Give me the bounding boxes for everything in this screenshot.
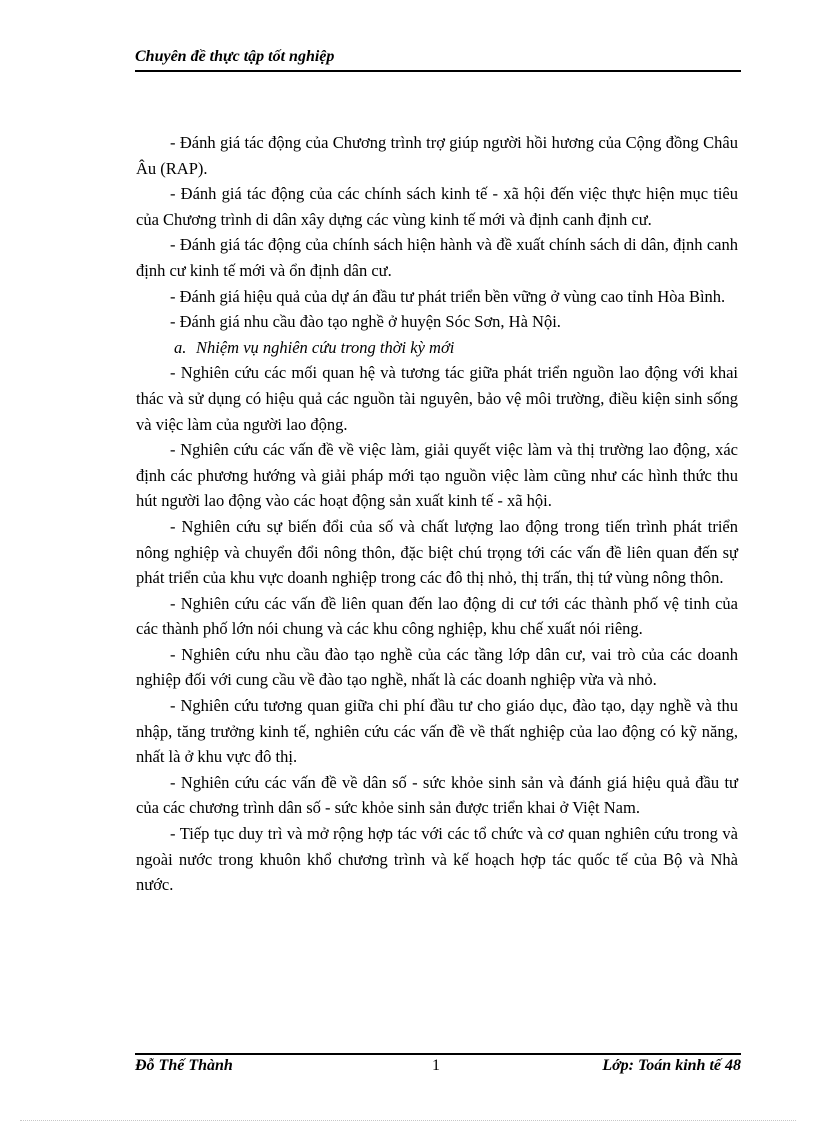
paragraph: - Đánh giá tác động của Chương trình trợ giúp người hồi hương của Cộng đồng Châu Âu (RAP). bbox=[136, 133, 738, 178]
paragraph: - Đánh giá hiệu quả của dự án đầu tư phát triển bền vững ở vùng cao tỉnh Hòa Bình. bbox=[170, 286, 726, 306]
paragraph: - Đánh giá tác động của các chính sách kinh tế - xã hội đến việc thực hiện mục tiêu của Chương trình di dân xây dựng các vùng kinh tế mới và định canh định cư. bbox=[136, 184, 738, 229]
paragraph: - Nghiên cứu các vấn đề về dân số - sức khỏe sinh sản và đánh giá hiệu quả đầu tư của các chương trình dân số - sức khỏe sinh sản được triển khai ở Việt Nam. bbox=[136, 772, 738, 818]
section-heading bbox=[136, 335, 738, 361]
paragraph: - Nghiên cứu nhu cầu đào tạo nghề của các tầng lớp dân cư, vai trò của các doanh nghiệp đối với cung cầu về đào tạo nghề, nhất là các doanh nghiệp vừa và nhỏ. bbox=[136, 644, 738, 690]
paragraph: - Tiếp tục duy trì và mở rộng hợp tác với các tổ chức và cơ quan nghiên cứu trong và ngoài nước trong khuôn khổ chương trình và kế hoạch hợp tác quốc tế của Bộ và Nhà nước. bbox=[136, 824, 738, 895]
running-header: Chuyên đề thực tập tốt nghiệp bbox=[135, 48, 335, 65]
footer-author: Đỗ Thế Thành bbox=[135, 1057, 233, 1074]
paragraph: - Nghiên cứu các vấn đề về việc làm, giải quyết việc làm và thị trường lao động, xác định các phương hướng và giải pháp mới tạo nguồn việc làm cũng như các hình thức thu hút người lao động vào các hoạt động sản xuất kinh tế - xã hội. bbox=[136, 440, 738, 511]
paragraph: - Nghiên cứu các mối quan hệ và tương tác giữa phát triển nguồn lao động với khai thác và sử dụng có hiệu quả các nguồn tài nguyên, bảo vệ môi trường, điều kiện sinh sống và việc làm của người lao động. bbox=[136, 363, 738, 434]
page-bottom-border bbox=[20, 1120, 796, 1121]
header-rule bbox=[135, 70, 741, 72]
paragraph: - Nghiên cứu sự biến đổi của số và chất lượng lao động trong tiến trình phát triển nông nghiệp và chuyển đổi nông thôn, đặc biệt chú trọng tới các vấn đề liên quan đến sự phát triển của khu vực doanh nghiệp trong các đô thị nhỏ, thị trấn, thị tứ vùng nông thôn. bbox=[136, 516, 738, 588]
footer-class: Lớp: Toán kinh tế 48 bbox=[602, 1057, 741, 1074]
section-heading-label: a. bbox=[174, 337, 187, 357]
footer-rule bbox=[135, 1053, 741, 1055]
running-footer bbox=[135, 1057, 741, 1079]
paragraph: - Đánh giá tác động của chính sách hiện hành và đề xuất chính sách di dân, định canh định cư kinh tế mới và ổn định dân cư. bbox=[136, 235, 738, 280]
page-number: 1 bbox=[432, 1057, 440, 1074]
paragraph: - Đánh giá nhu cầu đào tạo nghề ở huyện Sóc Sơn, Hà Nội. bbox=[170, 312, 561, 332]
body-text bbox=[136, 130, 738, 898]
section-heading-text: Nhiệm vụ nghiên cứu trong thời kỳ mới bbox=[196, 337, 455, 357]
paragraph: - Nghiên cứu các vấn đề liên quan đến lao động di cư tới các thành phố vệ tinh của các thành phố lớn nói chung và các khu công nghiệp, khu chế xuất nói riêng. bbox=[136, 593, 738, 639]
paragraph: - Nghiên cứu tương quan giữa chi phí đầu tư cho giáo dục, đào tạo, dạy nghề và thu nhập, tăng trưởng kinh tế, nghiên cứu các vấn đề về thất nghiệp của lao động có kỹ năng, nhất là ở khu vực đô thị. bbox=[136, 696, 738, 767]
